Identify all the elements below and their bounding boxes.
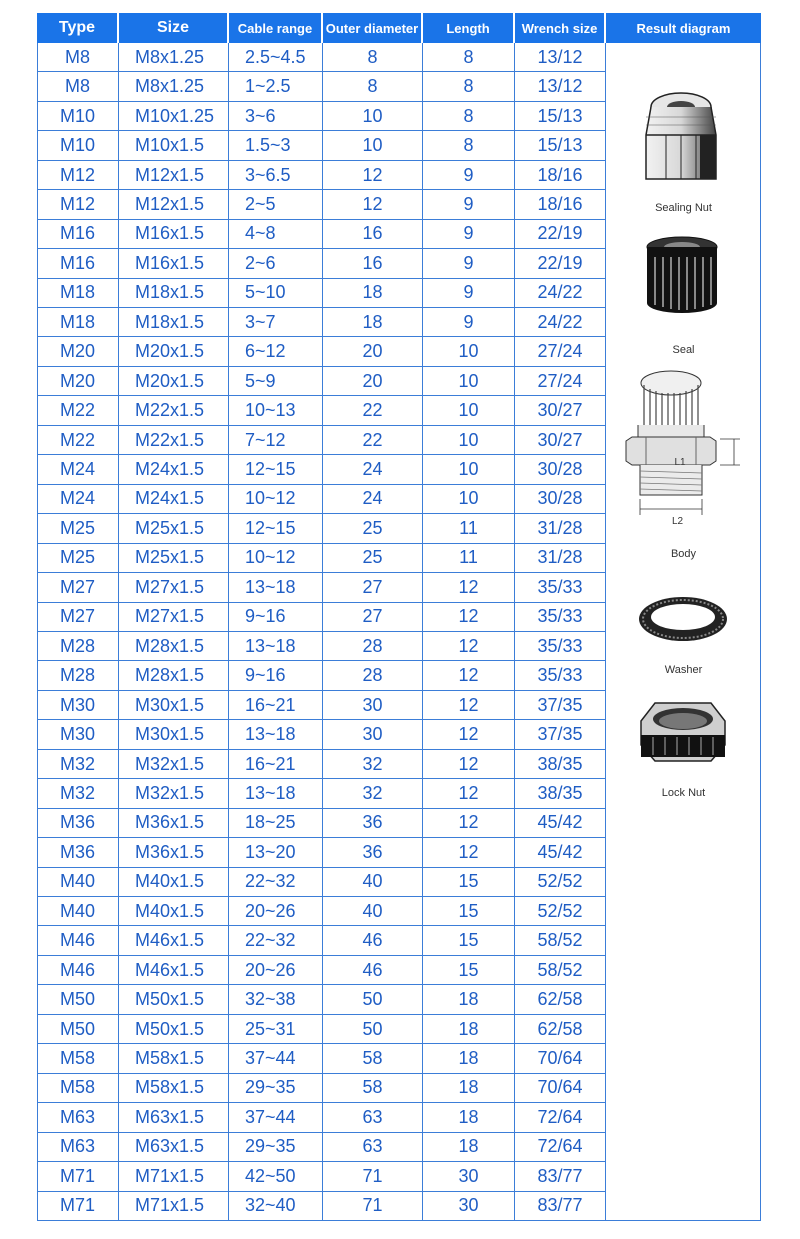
cell-cable-range: 1.5~3 <box>245 135 291 156</box>
cell-wrench-size: 30/28 <box>537 488 583 509</box>
washer-label: Washer <box>664 664 703 676</box>
spec-table <box>37 13 761 1221</box>
body-dimension-l1: L1 <box>674 457 686 468</box>
cell-cable-range: 10~12 <box>245 488 296 509</box>
cell-type: M58 <box>59 1077 95 1098</box>
cell-size: M46x1.5 <box>135 959 205 980</box>
cell-wrench-size: 52/52 <box>537 871 583 892</box>
cell-outer-diameter: 20 <box>362 341 383 362</box>
cell-cable-range: 20~26 <box>245 900 296 921</box>
cell-size: M28x1.5 <box>135 665 205 686</box>
cell-cable-range: 18~25 <box>245 812 296 833</box>
cell-type: M63 <box>59 1106 95 1127</box>
cell-outer-diameter: 58 <box>362 1077 383 1098</box>
cell-cable-range: 1~2.5 <box>245 76 291 97</box>
cell-length: 11 <box>459 517 478 538</box>
cell-length: 9 <box>463 252 474 273</box>
cell-outer-diameter: 28 <box>362 635 383 656</box>
cell-type: M36 <box>59 812 95 833</box>
header-wrench-size <box>515 13 604 43</box>
cell-size: M16x1.5 <box>135 223 205 244</box>
cell-outer-diameter: 46 <box>362 930 383 951</box>
cell-size: M63x1.5 <box>135 1136 205 1157</box>
header-result-diagram <box>606 13 761 43</box>
cell-length: 30 <box>458 1165 479 1186</box>
grid-line <box>228 43 229 1221</box>
cell-wrench-size: 35/33 <box>537 606 583 627</box>
cell-type: M24 <box>59 488 95 509</box>
cell-cable-range: 12~15 <box>245 459 296 480</box>
cell-type: M22 <box>59 429 95 450</box>
cell-size: M10x1.25 <box>135 105 215 126</box>
seal-label: Seal <box>672 344 695 356</box>
cell-length: 9 <box>463 193 474 214</box>
cell-length: 18 <box>458 1077 479 1098</box>
cell-outer-diameter: 63 <box>362 1106 383 1127</box>
cell-cable-range: 9~16 <box>245 665 286 686</box>
cell-cable-range: 3~6.5 <box>245 164 291 185</box>
header-size <box>119 13 227 43</box>
cell-type: M63 <box>59 1136 95 1157</box>
header-length <box>423 13 513 43</box>
cell-cable-range: 5~10 <box>245 282 286 303</box>
cell-size: M36x1.5 <box>135 812 205 833</box>
cell-type: M32 <box>59 782 95 803</box>
cell-outer-diameter: 36 <box>362 841 383 862</box>
cell-type: M24 <box>59 459 95 480</box>
cell-length: 30 <box>458 1195 479 1216</box>
cell-size: M12x1.5 <box>135 193 205 214</box>
cell-length: 12 <box>458 694 479 715</box>
cell-size: M40x1.5 <box>135 900 205 921</box>
cell-size: M16x1.5 <box>135 252 205 273</box>
cell-outer-diameter: 16 <box>362 252 383 273</box>
cell-outer-diameter: 32 <box>362 782 383 803</box>
cell-length: 8 <box>463 46 474 67</box>
cell-length: 15 <box>458 900 479 921</box>
lock-nut-label: Lock Nut <box>661 787 706 799</box>
cell-cable-range: 16~21 <box>245 753 296 774</box>
cell-wrench-size: 58/52 <box>537 930 583 951</box>
cell-outer-diameter: 28 <box>362 665 383 686</box>
cell-outer-diameter: 50 <box>362 989 383 1010</box>
header-label: Outer diameter <box>325 20 419 36</box>
cell-length: 9 <box>463 311 474 332</box>
cell-length: 9 <box>463 223 474 244</box>
header-label: Type <box>58 19 96 36</box>
cell-cable-range: 13~18 <box>245 576 296 597</box>
cell-outer-diameter: 18 <box>362 311 383 332</box>
cell-cable-range: 13~20 <box>245 841 296 862</box>
cell-cable-range: 5~9 <box>245 370 276 391</box>
cell-wrench-size: 70/64 <box>537 1077 583 1098</box>
cell-cable-range: 16~21 <box>245 694 296 715</box>
cell-cable-range: 20~26 <box>245 959 296 980</box>
cell-length: 18 <box>458 1048 479 1069</box>
cell-length: 10 <box>458 341 479 362</box>
cell-length: 18 <box>458 1018 479 1039</box>
cell-wrench-size: 31/28 <box>537 517 583 538</box>
cell-size: M28x1.5 <box>135 635 205 656</box>
header-label: Length <box>446 20 490 36</box>
cell-length: 15 <box>458 930 479 951</box>
cell-wrench-size: 70/64 <box>537 1048 583 1069</box>
cell-wrench-size: 24/22 <box>537 282 583 303</box>
cell-type: M16 <box>59 223 95 244</box>
cell-cable-range: 37~44 <box>245 1048 296 1069</box>
cell-size: M12x1.5 <box>135 164 205 185</box>
grid-line <box>37 43 38 1221</box>
header-outer-diameter <box>323 13 421 43</box>
cell-size: M46x1.5 <box>135 930 205 951</box>
cell-size: M30x1.5 <box>135 694 205 715</box>
table-bottom-border <box>37 1220 761 1221</box>
cell-size: M36x1.5 <box>135 841 205 862</box>
cell-wrench-size: 45/42 <box>537 841 583 862</box>
cell-wrench-size: 35/33 <box>537 576 583 597</box>
cell-outer-diameter: 27 <box>362 606 383 627</box>
cell-cable-range: 12~15 <box>245 517 296 538</box>
cell-type: M58 <box>59 1048 95 1069</box>
cell-outer-diameter: 71 <box>362 1195 383 1216</box>
cell-size: M58x1.5 <box>135 1077 205 1098</box>
cell-outer-diameter: 8 <box>367 46 378 67</box>
cell-size: M25x1.5 <box>135 547 205 568</box>
cell-length: 12 <box>458 606 479 627</box>
cell-length: 9 <box>463 282 474 303</box>
cell-cable-range: 3~7 <box>245 311 276 332</box>
cell-size: M27x1.5 <box>135 576 205 597</box>
cell-wrench-size: 18/16 <box>537 193 583 214</box>
cell-cable-range: 37~44 <box>245 1106 296 1127</box>
sealing-nut-label: Sealing Nut <box>655 202 712 214</box>
cell-type: M27 <box>59 576 95 597</box>
cell-outer-diameter: 25 <box>362 547 383 568</box>
cell-type: M28 <box>59 635 95 656</box>
cell-type: M18 <box>59 311 95 332</box>
body-label: Body <box>670 548 697 560</box>
cell-cable-range: 32~40 <box>245 1195 296 1216</box>
cell-size: M71x1.5 <box>135 1165 205 1186</box>
cell-cable-range: 10~12 <box>245 547 296 568</box>
cell-length: 12 <box>458 753 479 774</box>
cell-outer-diameter: 58 <box>362 1048 383 1069</box>
cell-size: M25x1.5 <box>135 517 205 538</box>
cell-wrench-size: 18/16 <box>537 164 583 185</box>
header-cable-range <box>229 13 321 43</box>
cell-type: M12 <box>59 193 95 214</box>
cell-outer-diameter: 24 <box>362 488 383 509</box>
cell-outer-diameter: 30 <box>362 694 383 715</box>
cell-wrench-size: 30/27 <box>537 400 583 421</box>
cell-outer-diameter: 24 <box>362 459 383 480</box>
cell-type: M71 <box>59 1195 95 1216</box>
cell-outer-diameter: 12 <box>362 164 383 185</box>
cell-type: M12 <box>59 164 95 185</box>
cell-size: M8x1.25 <box>135 76 205 97</box>
cell-cable-range: 22~32 <box>245 930 296 951</box>
cell-outer-diameter: 10 <box>362 135 383 156</box>
cell-outer-diameter: 46 <box>362 959 383 980</box>
cell-cable-range: 3~6 <box>245 105 276 126</box>
cell-length: 18 <box>458 989 479 1010</box>
cell-length: 12 <box>458 841 479 862</box>
grid-line <box>322 43 323 1221</box>
lock-nut-image <box>633 691 733 771</box>
cell-length: 10 <box>458 459 479 480</box>
cell-type: M10 <box>59 135 95 156</box>
cell-type: M50 <box>59 989 95 1010</box>
cell-cable-range: 2~6 <box>245 252 276 273</box>
cell-cable-range: 13~18 <box>245 724 296 745</box>
cell-type: M22 <box>59 400 95 421</box>
cell-outer-diameter: 12 <box>362 193 383 214</box>
cell-type: M46 <box>59 930 95 951</box>
cell-wrench-size: 13/12 <box>537 76 583 97</box>
cell-length: 10 <box>458 488 479 509</box>
cell-wrench-size: 38/35 <box>537 753 583 774</box>
cell-wrench-size: 37/35 <box>537 694 583 715</box>
cell-length: 18 <box>458 1136 479 1157</box>
cell-outer-diameter: 25 <box>362 517 383 538</box>
cell-wrench-size: 62/58 <box>537 989 583 1010</box>
cell-type: M25 <box>59 517 95 538</box>
cell-wrench-size: 58/52 <box>537 959 583 980</box>
cell-size: M22x1.5 <box>135 429 205 450</box>
cell-type: M36 <box>59 841 95 862</box>
cell-type: M8 <box>64 76 90 97</box>
cell-outer-diameter: 40 <box>362 871 383 892</box>
cell-type: M30 <box>59 724 95 745</box>
cell-length: 15 <box>458 871 479 892</box>
cell-type: M27 <box>59 606 95 627</box>
cell-size: M8x1.25 <box>135 46 205 67</box>
cell-outer-diameter: 32 <box>362 753 383 774</box>
cell-size: M18x1.5 <box>135 282 205 303</box>
cell-length: 10 <box>458 429 479 450</box>
cell-wrench-size: 45/42 <box>537 812 583 833</box>
cell-wrench-size: 22/19 <box>537 223 583 244</box>
cell-type: M50 <box>59 1018 95 1039</box>
cell-wrench-size: 72/64 <box>537 1106 583 1127</box>
cell-length: 18 <box>458 1106 479 1127</box>
washer-image <box>636 591 730 647</box>
cell-length: 12 <box>458 782 479 803</box>
cell-wrench-size: 30/27 <box>537 429 583 450</box>
header-label: Size <box>156 19 189 36</box>
cell-length: 12 <box>458 724 479 745</box>
result-diagram-panel <box>606 43 761 1221</box>
cell-wrench-size: 31/28 <box>537 547 583 568</box>
cell-cable-range: 13~18 <box>245 635 296 656</box>
cell-outer-diameter: 16 <box>362 223 383 244</box>
cell-length: 11 <box>459 547 478 568</box>
cell-length: 12 <box>458 665 479 686</box>
cell-outer-diameter: 10 <box>362 105 383 126</box>
cell-outer-diameter: 8 <box>367 76 378 97</box>
cell-wrench-size: 27/24 <box>537 341 583 362</box>
cell-outer-diameter: 20 <box>362 370 383 391</box>
cell-cable-range: 29~35 <box>245 1136 296 1157</box>
cell-size: M30x1.5 <box>135 724 205 745</box>
cell-size: M50x1.5 <box>135 989 205 1010</box>
grid-line <box>422 43 423 1221</box>
cell-length: 8 <box>463 76 474 97</box>
cell-outer-diameter: 40 <box>362 900 383 921</box>
cell-outer-diameter: 18 <box>362 282 383 303</box>
cell-length: 10 <box>458 400 479 421</box>
cell-type: M18 <box>59 282 95 303</box>
cell-wrench-size: 83/77 <box>537 1195 583 1216</box>
cell-length: 12 <box>458 812 479 833</box>
cell-cable-range: 6~12 <box>245 341 286 362</box>
header-label: Wrench size <box>521 20 598 36</box>
seal-image <box>639 235 725 317</box>
body-image <box>616 365 756 525</box>
cell-type: M28 <box>59 665 95 686</box>
cell-size: M50x1.5 <box>135 1018 205 1039</box>
cell-length: 8 <box>463 105 474 126</box>
cell-cable-range: 22~32 <box>245 871 296 892</box>
cell-wrench-size: 15/13 <box>537 135 583 156</box>
cell-size: M20x1.5 <box>135 341 205 362</box>
cell-type: M16 <box>59 252 95 273</box>
cell-length: 15 <box>458 959 479 980</box>
cell-length: 10 <box>458 370 479 391</box>
cell-length: 12 <box>458 635 479 656</box>
cell-type: M32 <box>59 753 95 774</box>
cell-size: M32x1.5 <box>135 753 205 774</box>
cell-size: M32x1.5 <box>135 782 205 803</box>
cell-type: M30 <box>59 694 95 715</box>
cell-type: M20 <box>59 370 95 391</box>
header-type <box>37 13 117 43</box>
cell-cable-range: 29~35 <box>245 1077 296 1098</box>
cell-type: M40 <box>59 900 95 921</box>
cell-size: M58x1.5 <box>135 1048 205 1069</box>
cell-type: M71 <box>59 1165 95 1186</box>
cell-wrench-size: 37/35 <box>537 724 583 745</box>
cell-cable-range: 42~50 <box>245 1165 296 1186</box>
header-label: Result diagram <box>636 20 731 36</box>
cell-type: M8 <box>64 46 90 67</box>
cell-type: M40 <box>59 871 95 892</box>
cell-wrench-size: 52/52 <box>537 900 583 921</box>
sealing-nut-image <box>632 89 730 189</box>
cell-outer-diameter: 63 <box>362 1136 383 1157</box>
cell-wrench-size: 24/22 <box>537 311 583 332</box>
cell-wrench-size: 13/12 <box>537 46 583 67</box>
cell-outer-diameter: 71 <box>362 1165 383 1186</box>
cell-outer-diameter: 22 <box>362 400 383 421</box>
cell-wrench-size: 22/19 <box>537 252 583 273</box>
cell-wrench-size: 27/24 <box>537 370 583 391</box>
cell-wrench-size: 15/13 <box>537 105 583 126</box>
cell-size: M18x1.5 <box>135 311 205 332</box>
cell-length: 9 <box>463 164 474 185</box>
cell-wrench-size: 30/28 <box>537 459 583 480</box>
cell-cable-range: 9~16 <box>245 606 286 627</box>
header-label: Cable range <box>237 20 313 36</box>
cell-cable-range: 2~5 <box>245 193 276 214</box>
cell-wrench-size: 62/58 <box>537 1018 583 1039</box>
cell-size: M27x1.5 <box>135 606 205 627</box>
cell-outer-diameter: 22 <box>362 429 383 450</box>
cell-cable-range: 2.5~4.5 <box>245 46 306 67</box>
cell-type: M10 <box>59 105 95 126</box>
cell-size: M22x1.5 <box>135 400 205 421</box>
cell-type: M20 <box>59 341 95 362</box>
cell-outer-diameter: 50 <box>362 1018 383 1039</box>
cell-outer-diameter: 30 <box>362 724 383 745</box>
cell-outer-diameter: 36 <box>362 812 383 833</box>
cell-cable-range: 4~8 <box>245 223 276 244</box>
cell-cable-range: 13~18 <box>245 782 296 803</box>
cell-size: M40x1.5 <box>135 871 205 892</box>
cell-cable-range: 10~13 <box>245 400 296 421</box>
body-dimension-l2: L2 <box>671 516 684 527</box>
cell-outer-diameter: 27 <box>362 576 383 597</box>
cell-size: M63x1.5 <box>135 1106 205 1127</box>
cell-type: M25 <box>59 547 95 568</box>
cell-size: M24x1.5 <box>135 488 205 509</box>
cell-length: 12 <box>458 576 479 597</box>
cell-wrench-size: 38/35 <box>537 782 583 803</box>
cell-wrench-size: 35/33 <box>537 635 583 656</box>
cell-wrench-size: 72/64 <box>537 1136 583 1157</box>
cell-cable-range: 25~31 <box>245 1018 296 1039</box>
cell-cable-range: 32~38 <box>245 989 296 1010</box>
cell-size: M20x1.5 <box>135 370 205 391</box>
cell-cable-range: 7~12 <box>245 429 286 450</box>
grid-line <box>118 43 119 1221</box>
cell-length: 8 <box>463 135 474 156</box>
cell-size: M10x1.5 <box>135 135 205 156</box>
grid-line <box>514 43 515 1221</box>
cell-size: M24x1.5 <box>135 459 205 480</box>
cell-wrench-size: 83/77 <box>537 1165 583 1186</box>
cell-type: M46 <box>59 959 95 980</box>
cell-wrench-size: 35/33 <box>537 665 583 686</box>
cell-size: M71x1.5 <box>135 1195 205 1216</box>
